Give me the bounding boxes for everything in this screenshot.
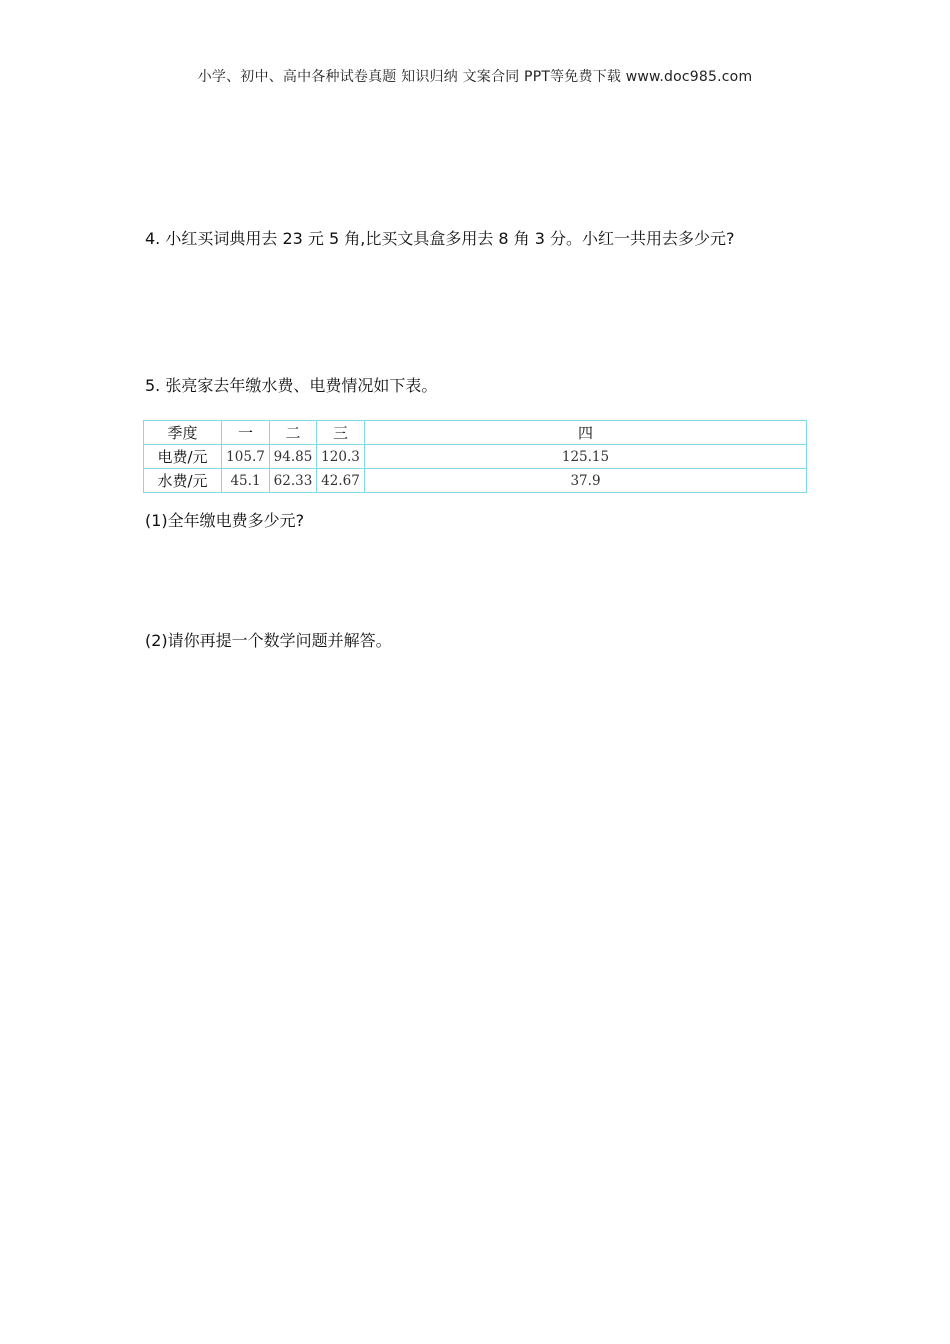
sub-question-2: (2)请你再提一个数学问题并解答。 [145, 631, 392, 650]
header-cell-q1: 一 [222, 421, 270, 445]
header-cell-season: 季度 [144, 421, 222, 445]
header-cell-q3: 三 [317, 421, 365, 445]
table-cell: 62.33 [270, 469, 317, 493]
fee-table-container [143, 420, 807, 493]
question-4: 4. 小红买词典用去 23 元 5 角,比买文具盒多用去 8 角 3 分。小红一共用去多少元? [145, 229, 735, 248]
row-label-electricity: 电费/元 [144, 445, 222, 469]
header-cell-q2: 二 [270, 421, 317, 445]
table-header-row [144, 421, 807, 445]
table-row-water [144, 469, 807, 493]
fee-table [143, 420, 807, 493]
table-cell: 45.1 [222, 469, 270, 493]
question-5: 5. 张亮家去年缴水费、电费情况如下表。 [145, 376, 438, 395]
table-cell: 94.85 [270, 445, 317, 469]
table-cell: 105.7 [222, 445, 270, 469]
header-cell-q4: 四 [365, 421, 807, 445]
table-row-electricity [144, 445, 807, 469]
page-header-banner: 小学、初中、高中各种试卷真题 知识归纳 文案合同 PPT等免费下载 www.doc985.com [197, 69, 753, 85]
table-cell: 42.67 [317, 469, 365, 493]
sub-question-1: (1)全年缴电费多少元? [145, 511, 305, 530]
table-cell: 125.15 [365, 445, 807, 469]
row-label-water: 水费/元 [144, 469, 222, 493]
table-cell: 120.3 [317, 445, 365, 469]
table-cell: 37.9 [365, 469, 807, 493]
